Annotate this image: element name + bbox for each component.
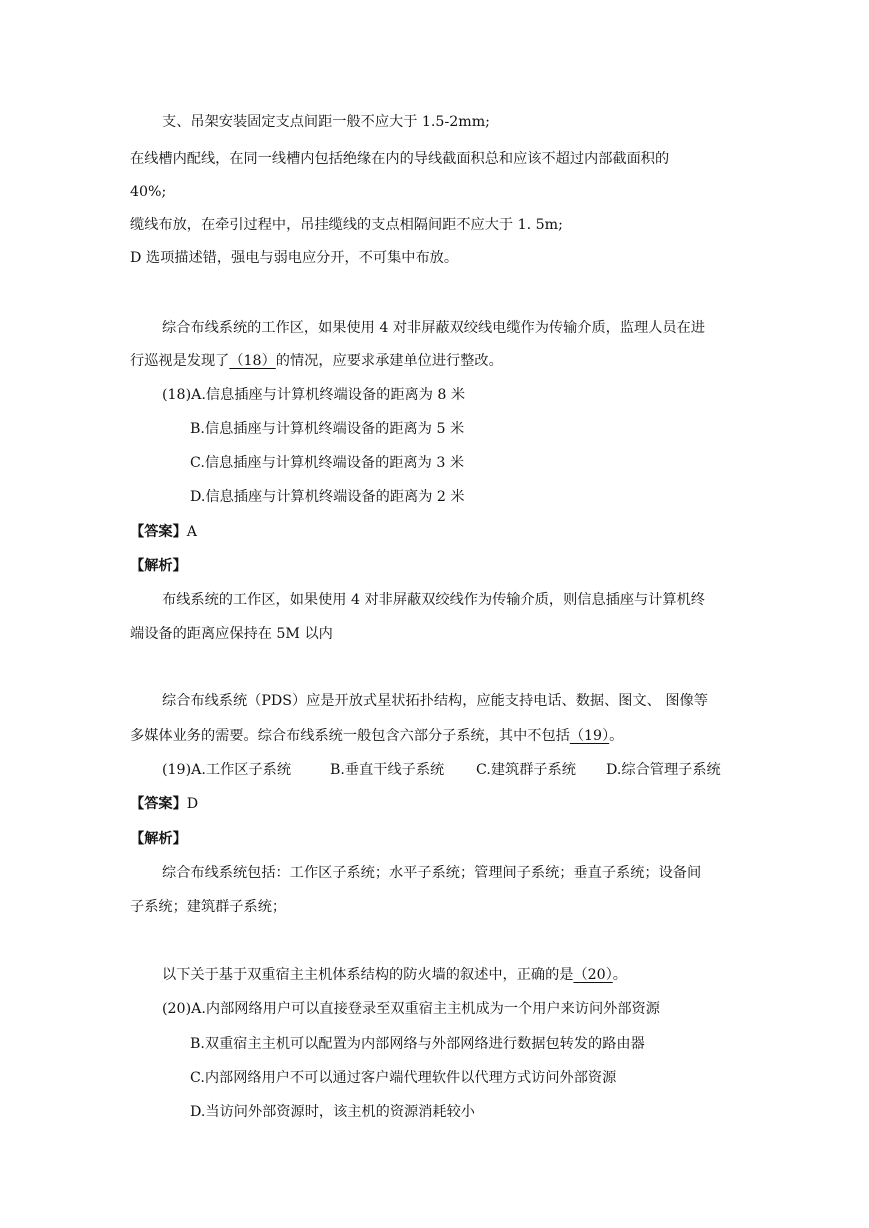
q18-blank: （18） bbox=[229, 353, 276, 369]
q18-stem-post: 的情况，应要求承建单位进行整改。 bbox=[275, 353, 503, 369]
q18-option-b: B.信息插座与计算机终端设备的距离为 5 米 bbox=[190, 421, 465, 437]
q20-option-a: (20)A.内部网络用户可以直接登录至双重宿主主机成为一个用户来访问外部资源 bbox=[162, 1001, 660, 1017]
q19-stem-pre: 多媒体业务的需要。综合布线系统一般包含六部分子系统，其中不包括 bbox=[130, 728, 570, 744]
q20-blank: （20） bbox=[573, 967, 613, 983]
q19-answer-label: 【答案】 bbox=[130, 796, 187, 812]
q18-answer bbox=[130, 522, 197, 542]
q19-stem-line-2 bbox=[130, 726, 623, 746]
q19-option-c: C.建筑群子系统 bbox=[476, 762, 576, 778]
q18-option-c: C.信息插座与计算机终端设备的距离为 3 米 bbox=[190, 455, 465, 471]
q19-stem-post: 。 bbox=[609, 728, 624, 744]
q19-answer-value: D bbox=[186, 796, 199, 812]
q20-stem-pre: 以下关于基于双重宿主主机体系结构的防火墙的叙述中，正确的是 bbox=[162, 967, 574, 983]
q19-analysis-line-1: 综合布线系统包括：工作区子系统；水平子系统；管理间子系统；垂直子系统；设备间 bbox=[162, 865, 702, 881]
q18-answer-label: 【答案】 bbox=[130, 524, 187, 540]
q20-option-d: D.当访问外部资源时，该主机的资源消耗较小 bbox=[190, 1104, 475, 1120]
q18-option-d: D.信息插座与计算机终端设备的距离为 2 米 bbox=[190, 489, 465, 505]
intro-line-1: 支、吊架安装固定支点间距一般不应大于 1.5-2mm; bbox=[162, 114, 490, 130]
q18-stem-line-1: 综合布线系统的工作区，如果使用 4 对非屏蔽双绞线电缆作为传输介质，监理人员在进 bbox=[162, 320, 705, 336]
intro-line-4: 缆线布放，在牵引过程中，吊挂缆线的支点相隔间距不应大于 1. 5m; bbox=[130, 217, 563, 233]
q19-answer bbox=[130, 794, 198, 814]
q19-option-d: D.综合管理子系统 bbox=[606, 762, 721, 778]
q20-option-c: C.内部网络用户不可以通过客户端代理软件以代理方式访问外部资源 bbox=[190, 1070, 617, 1086]
intro-line-5: D 选项描述错，强电与弱电应分开，不可集中布放。 bbox=[130, 250, 459, 266]
q18-analysis-label: 【解析】 bbox=[130, 558, 187, 574]
q19-stem-line-1: 综合布线系统（PDS）应是开放式星状拓扑结构，应能支持电话、数据、图文、 图像等 bbox=[162, 693, 708, 709]
q19-analysis-line-2: 子系统；建筑群子系统； bbox=[130, 899, 287, 915]
q18-answer-value: A bbox=[186, 524, 198, 540]
q19-blank: （19） bbox=[569, 728, 610, 744]
q20-stem-post: 。 bbox=[612, 967, 627, 983]
q18-stem-line-2 bbox=[130, 351, 503, 371]
q19-analysis-label: 【解析】 bbox=[130, 831, 187, 847]
q18-analysis-line-2: 端设备的距离应保持在 5M 以内 bbox=[130, 626, 333, 642]
intro-line-2: 在线槽内配线，在同一线槽内包括绝缘在内的导线截面积总和应该不超过内部截面积的 bbox=[130, 151, 670, 167]
q18-option-a: (18)A.信息插座与计算机终端设备的距离为 8 米 bbox=[162, 387, 466, 403]
q19-option-a: (19)A.工作区子系统 bbox=[162, 762, 292, 778]
q20-option-b: B.双重宿主主机可以配置为内部网络与外部网络进行数据包转发的路由器 bbox=[190, 1036, 645, 1052]
q18-stem-pre: 行巡视是发现了 bbox=[130, 353, 230, 369]
q20-stem bbox=[162, 965, 627, 985]
q19-option-b: B.垂直干线子系统 bbox=[330, 762, 445, 778]
intro-line-3: 40%; bbox=[130, 184, 167, 200]
q18-analysis-line-1: 布线系统的工作区，如果使用 4 对非屏蔽双绞线作为传输介质，则信息插座与计算机终 bbox=[162, 592, 705, 608]
